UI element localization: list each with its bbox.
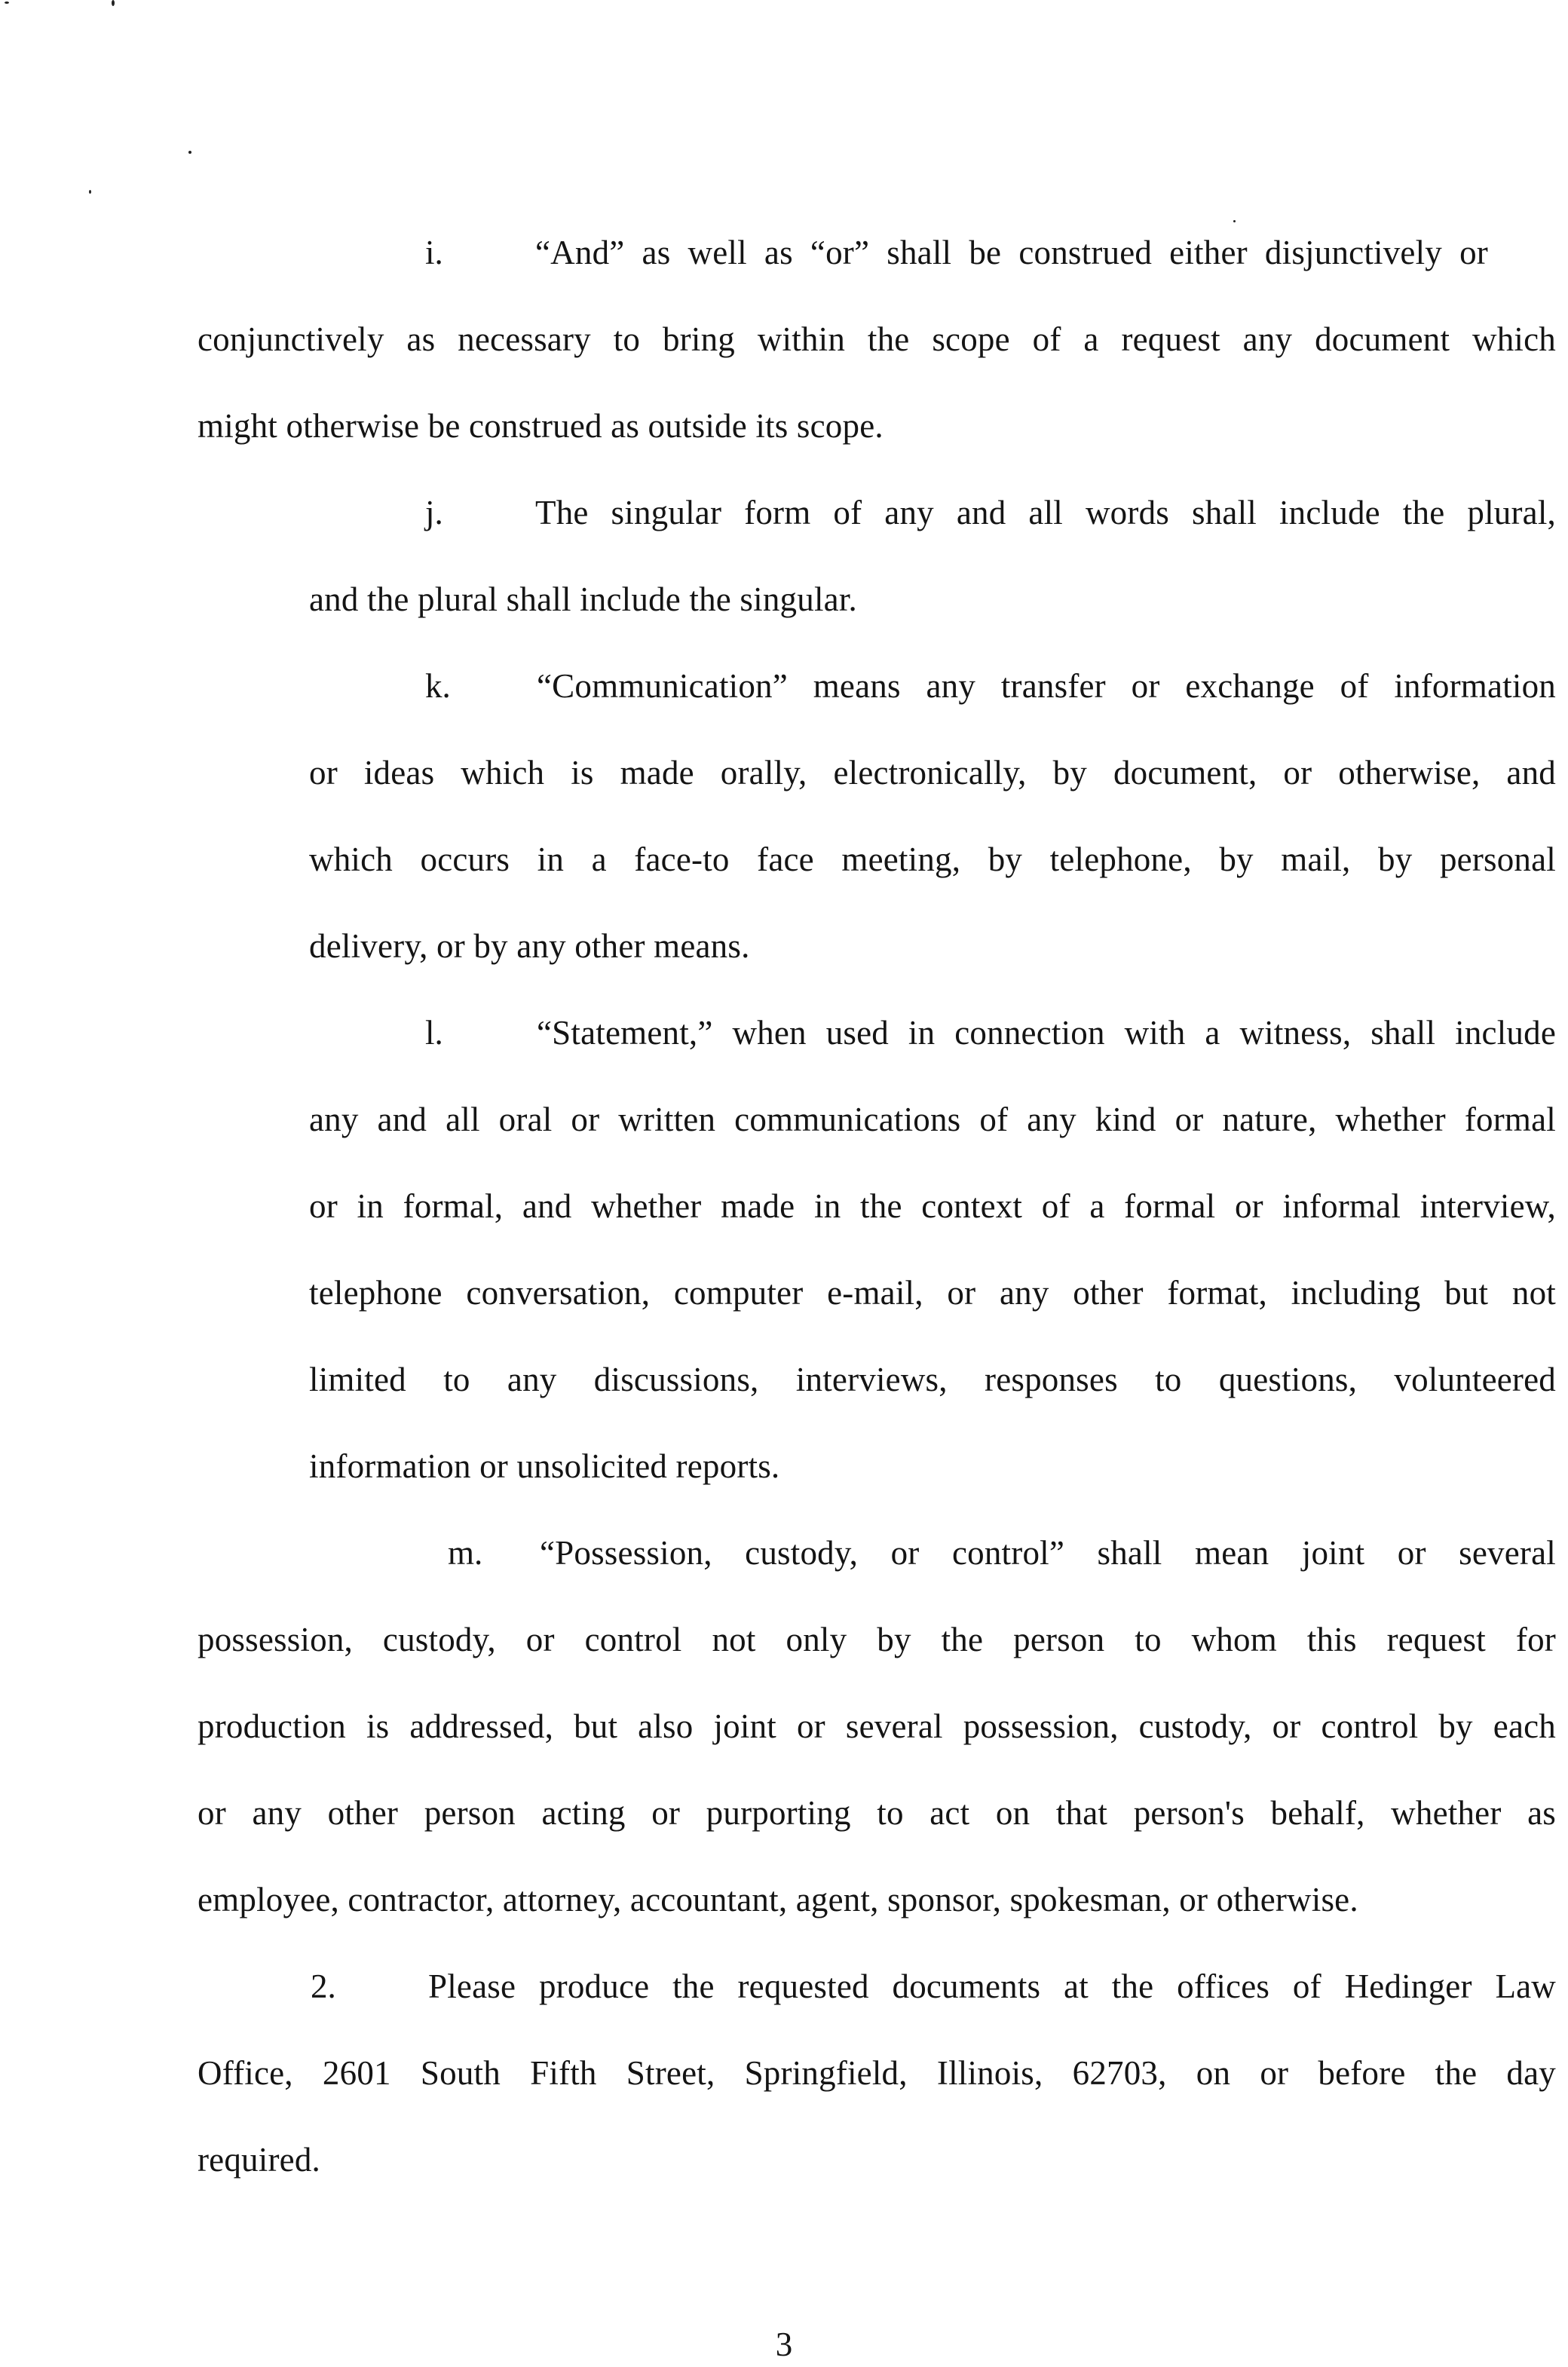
paragraph-marker-l: l. xyxy=(425,1014,443,1052)
paragraph-2-line-3: required. xyxy=(198,2141,320,2179)
paragraph-l-line-1: “Statement,” when used in connection with a witness, shall include xyxy=(537,1014,1556,1052)
paragraph-i-line-1: “And” as well as “or” shall be construed either disjunctively or xyxy=(535,234,1488,271)
paragraph-marker-i: i. xyxy=(425,234,443,271)
paragraph-l-line-4: telephone conversation, computer e-mail, or any other format, including but not xyxy=(309,1274,1556,1312)
paragraph-j-line-1: The singular form of any and all words shall include the plural, xyxy=(535,494,1556,531)
paragraph-l-line-2: any and all oral or written communications of any kind or nature, whether formal xyxy=(309,1101,1556,1138)
paragraph-i-line-3: might otherwise be construed as outside its scope. xyxy=(198,407,884,445)
paragraph-k-line-4: delivery, or by any other means. xyxy=(309,927,750,965)
paragraph-marker-m: m. xyxy=(448,1534,483,1572)
scan-speck xyxy=(5,2,9,4)
paragraph-m-line-5: employee, contractor, attorney, accountant, agent, sponsor, spokesman, or otherwise. xyxy=(198,1881,1358,1918)
page-number: 3 xyxy=(775,2326,793,2363)
paragraph-m-line-2: possession, custody, or control not only by the person to whom this request for xyxy=(198,1621,1556,1658)
paragraph-m-line-3: production is addressed, but also joint or several possession, custody, or control by each xyxy=(198,1707,1556,1745)
paragraph-j-line-2: and the plural shall include the singular. xyxy=(309,580,857,618)
paragraph-marker-2: 2. xyxy=(311,1967,336,2005)
paragraph-k-line-3: which occurs in a face-to face meeting, by telephone, by mail, by personal xyxy=(309,841,1556,878)
paragraph-marker-k: k. xyxy=(425,667,451,705)
paragraph-l-line-3: or in formal, and whether made in the context of a formal or informal interview, xyxy=(309,1187,1556,1225)
paragraph-m-line-4: or any other person acting or purporting to act on that person's behalf, whether as xyxy=(198,1794,1556,1832)
paragraph-k-line-2: or ideas which is made orally, electronically, by document, or otherwise, and xyxy=(309,754,1556,792)
paragraph-k-line-1: “Communication” means any transfer or exchange of information xyxy=(537,667,1556,705)
scan-speck xyxy=(1233,220,1236,222)
paragraph-l-line-6: information or unsolicited reports. xyxy=(309,1447,780,1485)
paragraph-2-line-2: Office, 2601 South Fifth Street, Springfield, Illinois, 62703, on or before the day xyxy=(198,2054,1556,2092)
scan-speck xyxy=(112,0,115,6)
paragraph-l-line-5: limited to any discussions, interviews, responses to questions, volunteered xyxy=(309,1361,1556,1398)
paragraph-marker-j: j. xyxy=(425,494,443,531)
paragraph-i-line-2: conjunctively as necessary to bring within the scope of a request any document which xyxy=(198,320,1556,358)
paragraph-2-line-1: Please produce the requested documents at the offices of Hedinger Law xyxy=(428,1967,1556,2005)
scan-speck xyxy=(188,151,191,154)
paragraph-m-line-1: “Possession, custody, or control” shall mean joint or several xyxy=(540,1534,1556,1572)
scan-speck xyxy=(89,190,91,194)
